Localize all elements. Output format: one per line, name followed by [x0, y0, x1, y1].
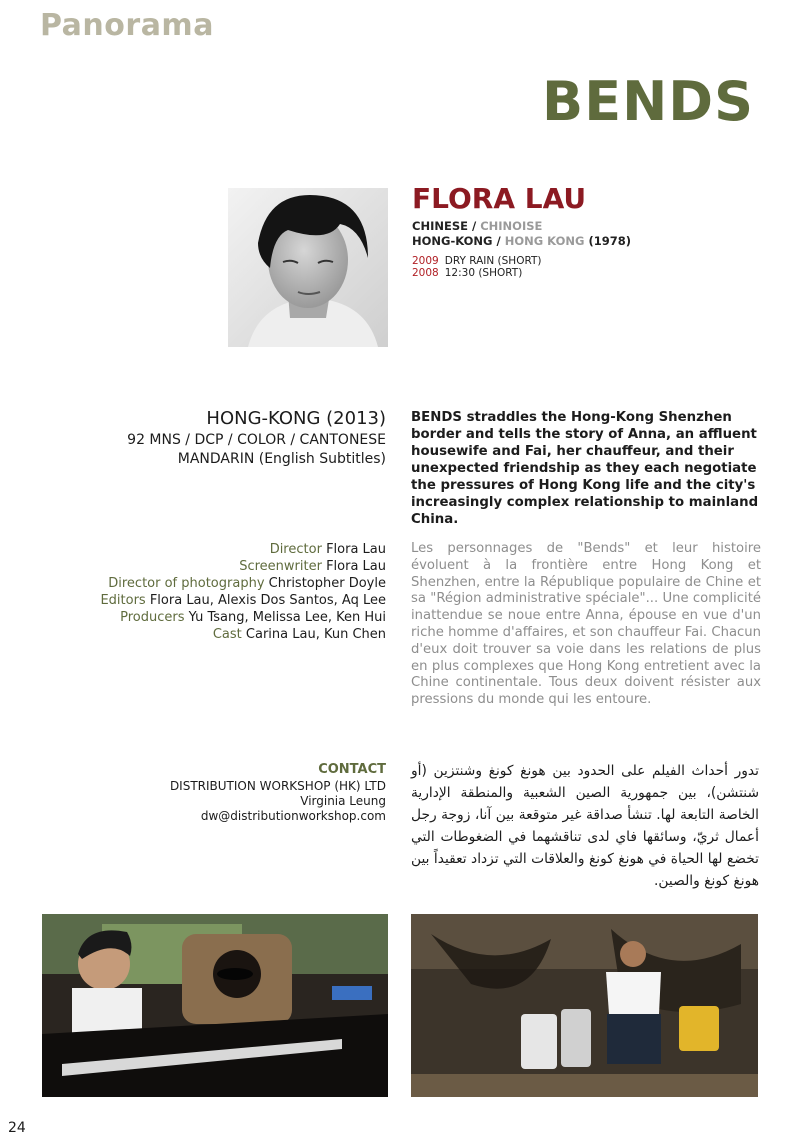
section-label: Panorama: [40, 8, 214, 43]
filmography-year: 2008: [412, 267, 439, 279]
credit-value: Carina Lau, Kun Chen: [245, 627, 386, 642]
synopsis-english: BENDS straddles the Hong-Kong Shenzhen border and tells the story of Anna, an affluent housewife and Fai, her chauffeur, and their unexpected friendship as they each negotiate the pressures of Hong Kong life and the city's increasingly complex relationship to mainland China.: [411, 410, 759, 527]
credit-value: Flora Lau: [326, 542, 386, 557]
tech-specs-line: MANDARIN (English Subtitles): [177, 451, 386, 467]
nationality-fr: CHINOISE: [480, 219, 543, 233]
credit-value: Flora Lau, Alexis Dos Santos, Aq Lee: [149, 593, 386, 608]
credit-role: Director of photography: [108, 576, 265, 591]
film-still-car: [42, 914, 388, 1097]
contact-email[interactable]: dw@distributionworkshop.com: [200, 809, 386, 823]
credit-producers: [120, 610, 386, 627]
director-portrait: [228, 188, 388, 347]
credit-role: Cast: [212, 627, 242, 642]
film-title: BENDS: [542, 70, 754, 133]
credit-role: Producers: [120, 610, 185, 625]
director-name: FLORA LAU: [412, 182, 587, 215]
director-nationality: CHINESE / CHINOISE: [412, 219, 543, 233]
credit-value: Flora Lau: [326, 559, 386, 574]
film-still-workshop: [411, 914, 758, 1097]
contact-company: DISTRIBUTION WORKSHOP (HK) LTD: [169, 779, 386, 793]
credit-screenwriter: [239, 559, 386, 576]
credit-director: [270, 542, 386, 559]
filmography-item: [412, 255, 542, 267]
credit-role: Screenwriter: [239, 559, 322, 574]
nationality-en: CHINESE: [412, 219, 468, 233]
filmography-title: DRY RAIN (SHORT): [444, 255, 542, 267]
birth-year: (1978): [588, 234, 631, 248]
credit-editors: [100, 593, 386, 610]
birthplace-en: HONG-KONG: [412, 234, 493, 248]
credit-cast: [213, 627, 386, 644]
director-birthplace: HONG-KONG / HONG KONG (1978): [412, 234, 631, 248]
credit-dop: [108, 576, 386, 593]
filmography-item: [412, 267, 522, 279]
contact-person: Virginia Leung: [300, 794, 386, 808]
synopsis-arabic: تدور أحداث الفيلم على الحدود بين هونغ كونغ وشنتزين (أو شنتشن)، بين جمهورية الصين الشعبية والمنطقة الإدارية الخاصة التابعة لها. تنشأ صداقة غير متوقعة بين آنا، زوجة رجل أعمال ثريّ، وسائقها فاي لدى تناقشهما في الضغوطات التي تخضع لها الحياة في هونغ كونغ والعلاقات التي تزداد تعقيداً بين هونغ كونغ والصين.: [411, 763, 759, 889]
credit-role: Editors: [100, 593, 146, 608]
filmography-title: 12:30 (SHORT): [444, 267, 523, 279]
synopsis-french: Les personnages de "Bends" et leur histoire évoluent à la frontière entre Hong Kong et Shenzhen, entre la République populaire de Chine et sa "Région administrative spéciale"... Une complicité inattendue se noue entre Anna, épouse en vue d'un riche homme d'affaires, et son chauffeur Fai. Chacun d'eux doit trouver sa voie dans les relations de plus en plus complexes que Hong Kong entretient avec la Chine continentale. Tous deux doivent résister aux pressions du monde qui les entoure.: [411, 541, 761, 708]
credit-value: Yu Tsang, Melissa Lee, Ken Hui: [188, 610, 386, 625]
birthplace-fr: HONG KONG: [504, 234, 585, 248]
contact-heading: CONTACT: [318, 762, 386, 777]
country-year: HONG-KONG (2013): [206, 408, 386, 429]
tech-specs-line: 92 MNS / DCP / COLOR / CANTONESE: [127, 432, 386, 448]
credit-role: Director: [269, 542, 322, 557]
page-number: 24: [8, 1120, 26, 1136]
credit-value: Christopher Doyle: [268, 576, 386, 591]
filmography-year: 2009: [412, 255, 439, 267]
